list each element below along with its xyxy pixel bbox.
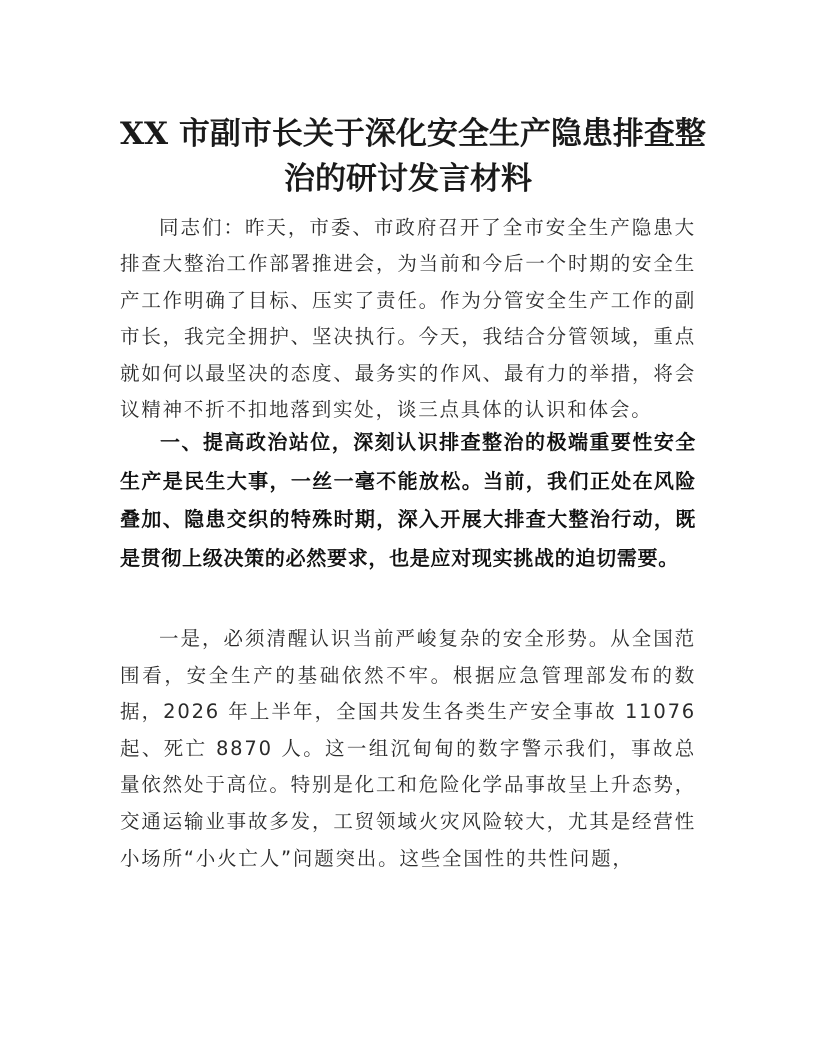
point-one-paragraph: 一是，必须清醒认识当前严峻复杂的安全形势。从全国范围看，安全生产的基础依然不牢。根据应急管理部发布的数据，2026 年上半年，全国共发生各类生产安全事故 11076 起、死亡 8870 人。这一组沉甸甸的数字警示我们，事故总量依然处于高位。特别是化工和危险化学品事故呈上升态势，交通运输业事故多发，工贸领域火灾风险较大，尤其是经营性小场所“小火亡人”问题突出。这些全国性的共性问题， xyxy=(120,627,696,870)
section-heading-one: 一、提高政治站位，深刻认识排查整治的极端重要性安全生产是民生大事，一丝一毫不能放松。当前，我们正处在风险叠加、隐患交织的特殊时期，深入开展大排查大整治行动，既是贯彻上级决策的必然要求，也是应对现实挑战的迫切需要。 xyxy=(120,430,696,570)
section-one xyxy=(120,423,696,577)
intro-paragraph: 同志们：昨天，市委、市政府召开了全市安全生产隐患大排查大整治工作部署推进会，为当前和今后一个时期的安全生产工作明确了目标、压实了责任。作为分管安全生产工作的副市长，我完全拥护、坚决执行。今天，我结合分管领域，重点就如何以最坚决的态度、最务实的作风、最有力的举措，将会议精神不折不扣地落到实处，谈三点具体的认识和体会。 xyxy=(120,216,696,422)
point-one-section xyxy=(120,621,696,877)
document-title-line-2: 治的研讨发言材料 xyxy=(284,161,532,197)
document-title xyxy=(120,112,706,202)
document-title-line-1: XX 市副市长关于深化安全生产隐患排查整 xyxy=(120,116,706,152)
intro-section xyxy=(120,210,696,428)
